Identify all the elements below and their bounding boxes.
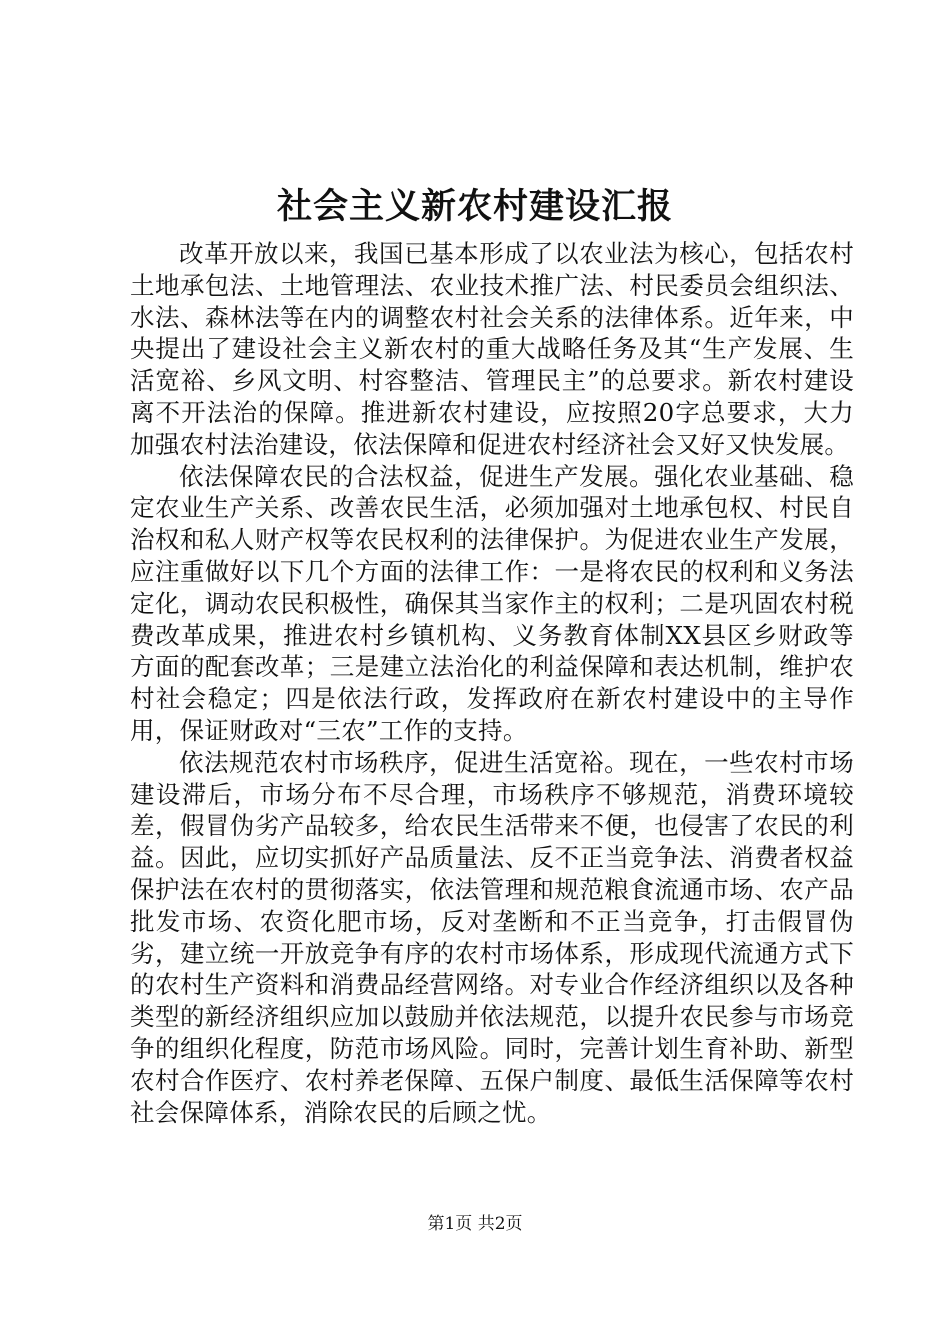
page-footer: 第1页 共2页 [427, 1214, 523, 1234]
document-body [130, 238, 854, 1128]
paragraph-rights: 依法保障农民的合法权益，促进生产发展。强化农业基础、稳定农业生产关系、改善农民生活，必须加强对土地承包权、村民自治权和私人财产权等农民权利的法律保护。为促进农业生产发展，应注重做好以下几个方面的法律工作：一是将农民的权利和义务法定化，调动农民积极性，确保其当家作主的权利；二是巩固农村税费改革成果，推进农村乡镇机构、义务教育体制XX县区乡财政等方面的配套改革；三是建立法治化的利益保障和表达机制，维护农村社会稳定；四是依法行政，发挥政府在新农村建设中的主导作用，保证财政对“三农”工作的支持。 [130, 461, 854, 745]
paragraph-intro: 改革开放以来，我国已基本形成了以农业法为核心，包括农村土地承包法、土地管理法、农业技术推广法、村民委员会组织法、水法、森林法等在内的调整农村社会关系的法律体系。近年来，中央提出了建设社会主义新农村的重大战略任务及其“生产发展、生活宽裕、乡风文明、村容整洁、管理民主”的总要求。新农村建设离不开法治的保障。推进新农村建设，应按照20字总要求，大力加强农村法治建设，依法保障和促进农村经济社会又好又快发展。 [130, 239, 854, 459]
paragraph-market: 依法规范农村市场秩序，促进生活宽裕。现在，一些农村市场建设滞后，市场分布不尽合理，市场秩序不够规范，消费环境较差，假冒伪劣产品较多，给农民生活带来不便，也侵害了农民的利益。因此，应切实抓好产品质量法、反不正当竞争法、消费者权益保护法在农村的贯彻落实，依法管理和规范粮食流通市场、农产品批发市场、农资化肥市场，反对垄断和不正当竞争，打击假冒伪劣，建立统一开放竞争有序的农村市场体系，形成现代流通方式下的农村生产资料和消费品经营网络。对专业合作经济组织以及各种类型的新经济组织应加以鼓励并依法规范，以提升农民参与市场竞争的组织化程度，防范市场风险。同时，完善计划生育补助、新型农村合作医疗、农村养老保障、五保户制度、最低生活保障等农村社会保障体系，消除农民的后顾之忧。 [130, 747, 854, 1127]
document-title: 社会主义新农村建设汇报 [276, 186, 673, 227]
